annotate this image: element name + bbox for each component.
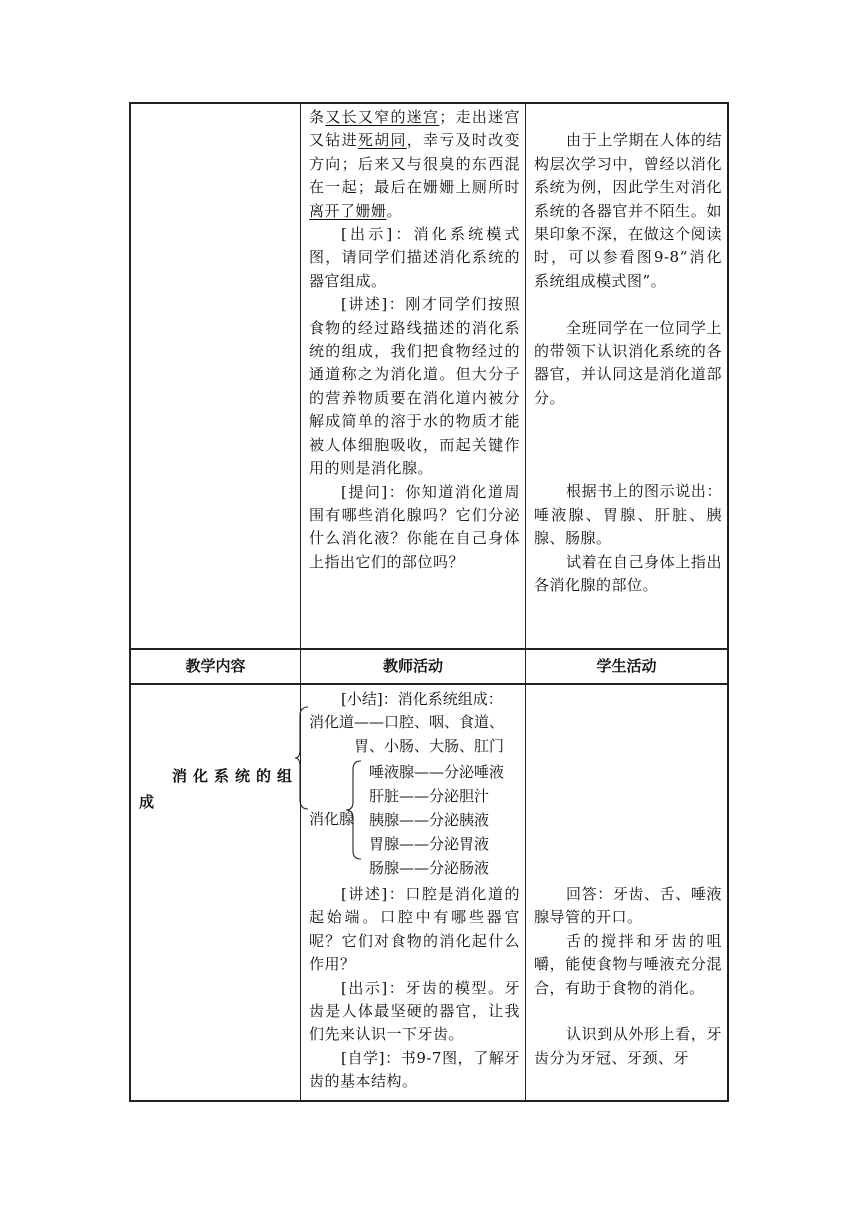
header-bottom-rule [129, 683, 729, 685]
topic-title: 消化系统的组 成 [139, 767, 299, 811]
student-point-glands-paragraph: 试着在自己身体上指出各消化腺的部位。 [534, 552, 722, 595]
column-divider-2 [525, 102, 526, 1102]
summary-title: [小结]：消化系统组成： [341, 690, 503, 708]
digestive-tract-continued: 胃、小肠、大肠、肛门 [354, 737, 505, 755]
student-class-activity-paragraph: 全班同学在一位同学上的带领下认识消化系统的各器官，并认同这是消化道部分。 [534, 318, 722, 407]
header-student-activity: 学生活动 [596, 657, 657, 675]
header-teacher-activity: 教师活动 [382, 657, 443, 675]
gland-item-pancreas: 胰腺——分泌胰液 [369, 811, 490, 829]
teacher-story-paragraph: 条又长又窄的迷宫；走出迷宫又钻进死胡同，幸亏及时改变方向；后来又与很臭的东西混在一起；最后在姗姗上厕所时离开了姗姗。 [309, 108, 520, 220]
teacher-mouth-paragraph: [讲述]：口腔是消化道的起始端。口腔中有哪些器官呢？它们对食物的消化起什么作用？ [309, 885, 520, 974]
digestive-glands-label: 消化腺 [309, 810, 355, 828]
student-name-glands-paragraph: 根据书上的图示说出：唾液腺、胃腺、肝脏、胰腺、肠腺。 [534, 482, 722, 548]
teacher-self-study-paragraph: [自学]：书9-7图，了解牙齿的基本结构。 [309, 1048, 520, 1091]
gland-brace-icon [345, 760, 363, 860]
upper-teacher-cell [309, 106, 520, 574]
lower-teacher-cell [309, 883, 520, 1094]
student-answer-paragraph: 回答：牙齿、舌、唾液腺导管的开口。 [534, 885, 722, 927]
gland-item-liver: 肝脏——分泌胆汁 [369, 787, 490, 805]
digestive-tract-line: 消化道——口腔、咽、食道、 [309, 713, 505, 731]
teacher-show-paragraph: [出示]：消化系统模式图，请同学们描述消化系统的器官组成。 [309, 225, 520, 290]
header-teaching-content: 教学内容 [185, 657, 246, 675]
gland-item-intestine: 肠腺——分泌肠液 [369, 859, 490, 877]
upper-student-cell [534, 106, 722, 597]
gland-item-salivary: 唾液腺——分泌唾液 [369, 763, 505, 781]
lower-student-cell [534, 883, 722, 1070]
student-chewing-paragraph: 舌的搅拌和牙齿的咀嚼，能使食物与唾液充分混合，有助于食物的消化。 [534, 931, 722, 997]
outer-brace-icon [294, 706, 310, 810]
student-teeth-structure-paragraph: 认识到从外形上看，牙齿分为牙冠、牙颈、牙 [534, 1025, 722, 1067]
teacher-teeth-model-paragraph: [出示]：牙齿的模型。牙齿是人体最坚硬的器官，让我们先来认识一下牙齿。 [309, 978, 520, 1044]
teacher-question-paragraph: [提问]：你知道消化道周围有哪些消化腺吗？它们分泌什么消化液？你能在自己身体上指出它们的部位吗？ [309, 482, 520, 571]
student-prior-knowledge-paragraph: 由于上学期在人体的结构层次学习中，曾经以消化系统为例，因此学生对消化系统的各器官并不陌生。如果印象不深，在做这个阅读时，可以参看图9-8“消化系统组成模式图”。 [534, 131, 722, 290]
teacher-explain-paragraph: [讲述]：刚才同学们按照食物的经过路线描述的消化系统的组成，我们把食物经过的通道称之为消化道。但大分子的营养物质要在消化道内被分解成简单的溶于水的物质才能被人体细胞吸收，而起关键作用的则是消化腺。 [309, 295, 520, 478]
gland-item-stomach: 胃腺——分泌胃液 [369, 835, 490, 853]
column-divider-1 [300, 102, 301, 1102]
